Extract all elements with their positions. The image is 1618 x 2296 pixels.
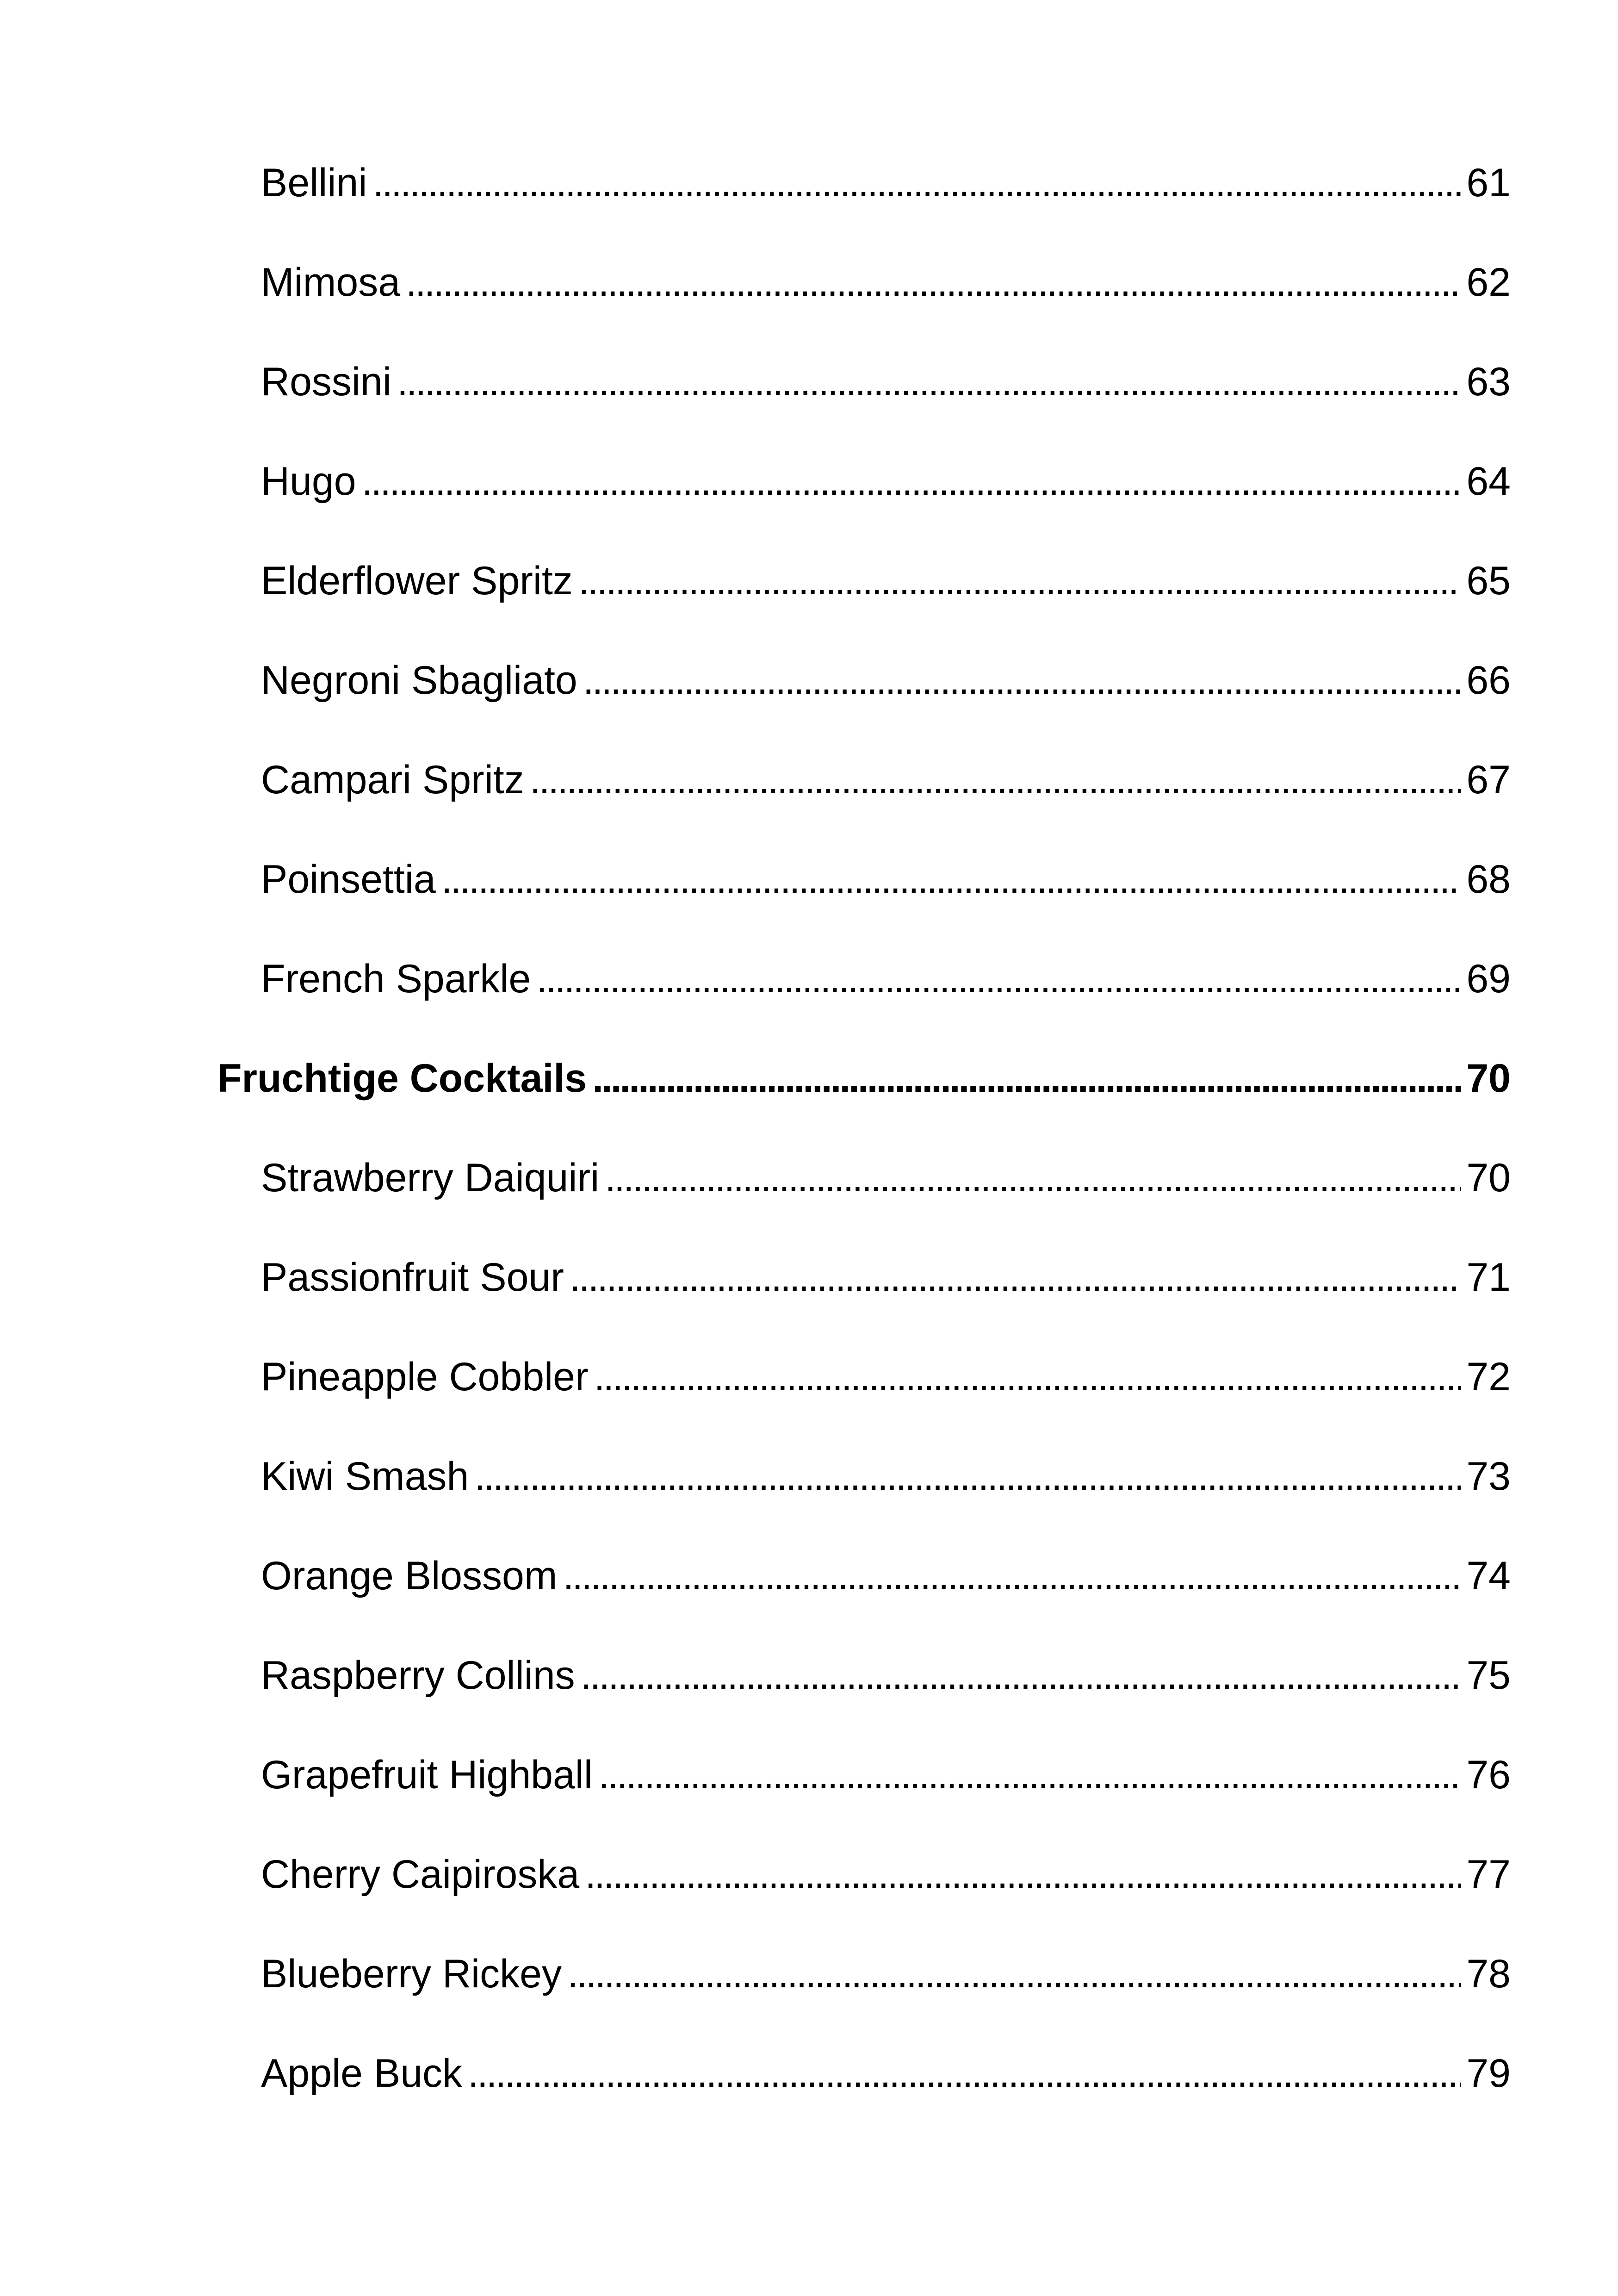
dot-leader (397, 359, 1461, 405)
toc-entry-page-number: 68 (1466, 857, 1511, 902)
toc-entry (217, 1553, 1511, 1652)
toc-entry-title: Grapefruit Highball (261, 1753, 593, 1797)
toc-entry-page-number: 67 (1466, 758, 1511, 802)
dot-leader (362, 458, 1461, 504)
toc-entry (217, 458, 1511, 558)
toc-entry (217, 1752, 1511, 1851)
dot-leader (592, 1055, 1461, 1101)
table-of-contents (217, 160, 1511, 2150)
toc-entry (217, 259, 1511, 359)
toc-entry (217, 1851, 1511, 1951)
toc-entry (217, 2050, 1511, 2150)
dot-leader (563, 1553, 1461, 1599)
toc-entry-page-number: 77 (1466, 1852, 1511, 1897)
toc-entry-title: Passionfruit Sour (261, 1255, 564, 1300)
dot-leader (372, 160, 1461, 206)
toc-entry-title: Elderflower Spritz (261, 559, 573, 603)
toc-entry-page-number: 75 (1466, 1653, 1511, 1698)
toc-entry-page-number: 61 (1466, 161, 1511, 205)
toc-entry-page-number: 78 (1466, 1952, 1511, 1996)
dot-leader (530, 757, 1461, 803)
toc-entry-title: Hugo (261, 459, 356, 504)
toc-entry-title: Bellini (261, 161, 367, 205)
toc-entry-title: Pineapple Cobbler (261, 1355, 589, 1399)
toc-entry-page-number: 79 (1466, 2051, 1511, 2096)
toc-entry-page-number: 72 (1466, 1355, 1511, 1399)
toc-entry-title: Raspberry Collins (261, 1653, 575, 1698)
dot-leader (578, 558, 1461, 604)
toc-entry-page-number: 69 (1466, 957, 1511, 1001)
toc-entry (217, 657, 1511, 757)
toc-entry (217, 558, 1511, 657)
toc-entry (217, 1254, 1511, 1354)
toc-entry (217, 160, 1511, 259)
toc-entry-title: Campari Spritz (261, 758, 524, 802)
toc-entry-page-number: 63 (1466, 360, 1511, 404)
toc-entry (217, 1354, 1511, 1453)
dot-leader (536, 956, 1461, 1002)
toc-entry-page-number: 71 (1466, 1255, 1511, 1300)
toc-entry (217, 956, 1511, 1055)
toc-entry (217, 856, 1511, 956)
toc-entry-title: Rossini (261, 360, 391, 404)
toc-entry (217, 1453, 1511, 1553)
dot-leader (474, 1453, 1461, 1500)
dot-leader (598, 1752, 1461, 1798)
dot-leader (567, 1951, 1461, 1997)
toc-entry-page-number: 64 (1466, 459, 1511, 504)
toc-entry-page-number: 65 (1466, 559, 1511, 603)
dot-leader (585, 1851, 1461, 1898)
toc-entry-title: Kiwi Smash (261, 1454, 469, 1499)
dot-leader (570, 1254, 1461, 1300)
toc-entry-title: Cherry Caipiroska (261, 1852, 580, 1897)
toc-entry-page-number: 73 (1466, 1454, 1511, 1499)
toc-entry-page-number: 74 (1466, 1554, 1511, 1598)
toc-entry-title: Fruchtige Cocktails (217, 1056, 587, 1101)
dot-leader (594, 1354, 1461, 1400)
dot-leader (583, 657, 1461, 703)
toc-entry-title: Strawberry Daiquiri (261, 1156, 600, 1200)
toc-entry (217, 359, 1511, 458)
toc-entry-title: French Sparkle (261, 957, 531, 1001)
toc-entry-page-number: 62 (1466, 260, 1511, 305)
toc-entry-page-number: 70 (1466, 1056, 1511, 1101)
toc-entry-title: Apple Buck (261, 2051, 463, 2096)
toc-entry-page-number: 70 (1466, 1156, 1511, 1200)
toc-entry-title: Blueberry Rickey (261, 1952, 562, 1996)
toc-entry (217, 1155, 1511, 1254)
dot-leader (605, 1155, 1461, 1201)
dot-leader (441, 856, 1461, 902)
dot-leader (406, 259, 1461, 305)
dot-leader (468, 2050, 1461, 2097)
toc-entry-title: Mimosa (261, 260, 401, 305)
toc-entry-title: Orange Blossom (261, 1554, 558, 1598)
toc-entry-page-number: 66 (1466, 658, 1511, 703)
toc-entry-title: Negroni Sbagliato (261, 658, 577, 703)
toc-section-heading (217, 1055, 1511, 1155)
toc-entry-title: Poinsettia (261, 857, 436, 902)
toc-entry (217, 757, 1511, 856)
toc-entry-page-number: 76 (1466, 1753, 1511, 1797)
toc-entry (217, 1652, 1511, 1752)
dot-leader (581, 1652, 1461, 1699)
toc-entry (217, 1951, 1511, 2050)
